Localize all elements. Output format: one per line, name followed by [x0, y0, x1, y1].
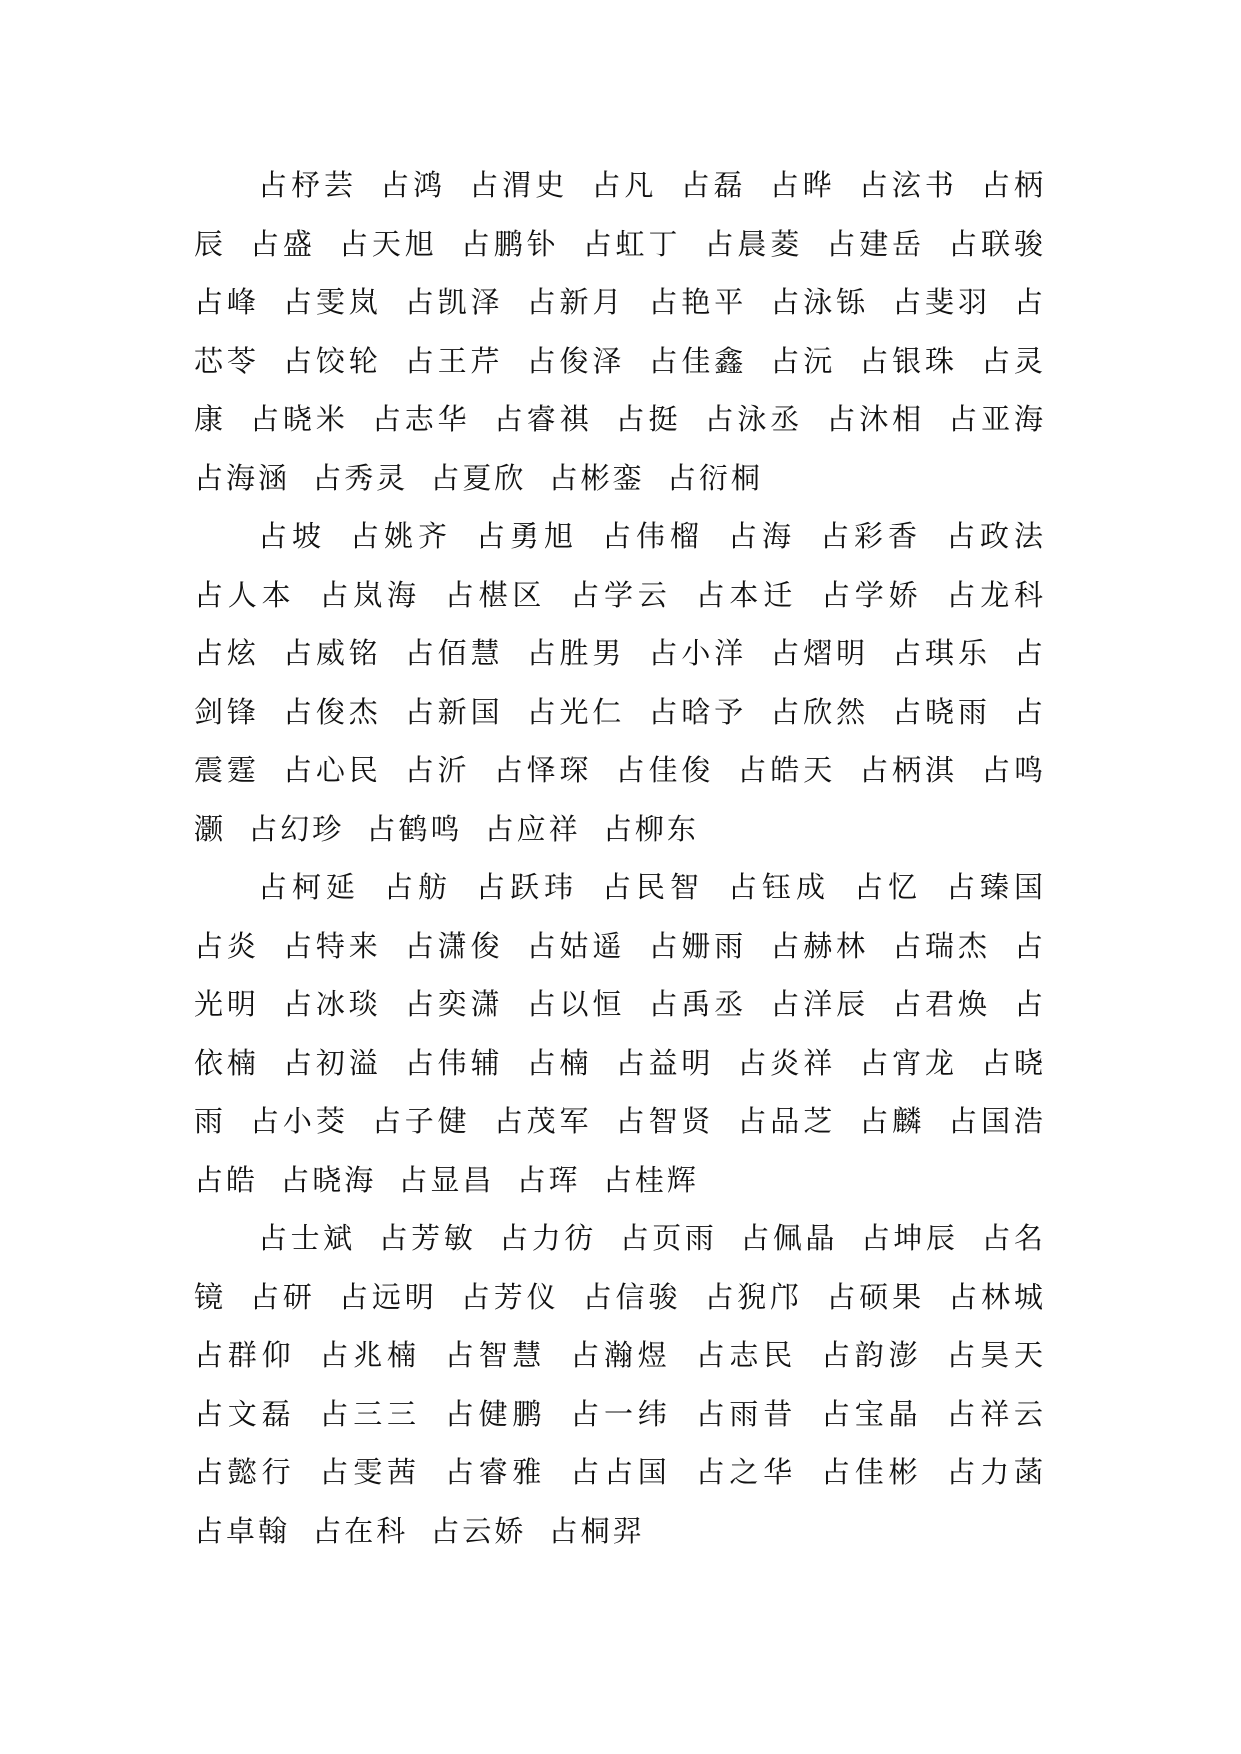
name-list-paragraph-2: 占坡 占姚齐 占勇旭 占伟榴 占海 占彩香 占政法 占人本 占岚海 占椹区 占学云 占本迁 占学娇 占龙科 占炫 占威铭 占佰慧 占胜男 占小洋 占熠明 占琪乐 占剑锋 占俊杰 占新国 占光仁 占晗予 占欣然 占晓雨 占震霆 占心民 占沂 占怿琛 占佳俊 占皓天 占柄淇 占鸣灏 占幻珍 占鹤鸣 占应祥 占柳东 — [194, 519, 1046, 846]
name-list-paragraph-1: 占杼芸 占鸿 占渭史 占凡 占磊 占晔 占泫书 占柄辰 占盛 占天旭 占鹏钋 占虹丁 占晨菱 占建岳 占联骏 占峰 占雯岚 占凯泽 占新月 占艳平 占泳铄 占斐羽 占芯苓 占饺轮 占王芹 占俊泽 占佳鑫 占沅 占银珠 占灵康 占晓米 占志华 占睿祺 占挺 占泳丞 占沐相 占亚海 占海涵 占秀灵 占夏欣 占彬銮 占衍桐 — [194, 168, 1046, 495]
name-list-paragraph-3: 占柯延 占舫 占跃玮 占民智 占钰成 占忆 占臻国 占炎 占特来 占潇俊 占姑遥 占姗雨 占赫林 占瑞杰 占光明 占冰琰 占奕潇 占以恒 占禹丞 占洋辰 占君焕 占依楠 占初溢 占伟辅 占楠 占益明 占炎祥 占宵龙 占晓雨 占小茭 占子健 占茂军 占智贤 占品芝 占麟 占国浩 占皓 占晓海 占显昌 占珲 占桂辉 — [194, 870, 1046, 1197]
name-list-paragraph-4: 占士斌 占芳敏 占力彷 占页雨 占佩晶 占坤辰 占名镜 占研 占远明 占芳仪 占信骏 占猊邝 占硕果 占林城 占群仰 占兆楠 占智慧 占瀚煜 占志民 占韵澎 占昊天 占文磊 占三三 占健鹏 占一纬 占雨昔 占宝晶 占祥云 占懿行 占雯茜 占睿雅 占占国 占之华 占佳彬 占力菡 占卓翰 占在科 占云娇 占桐羿 — [194, 1221, 1046, 1548]
name-list-body — [194, 156, 1046, 1560]
